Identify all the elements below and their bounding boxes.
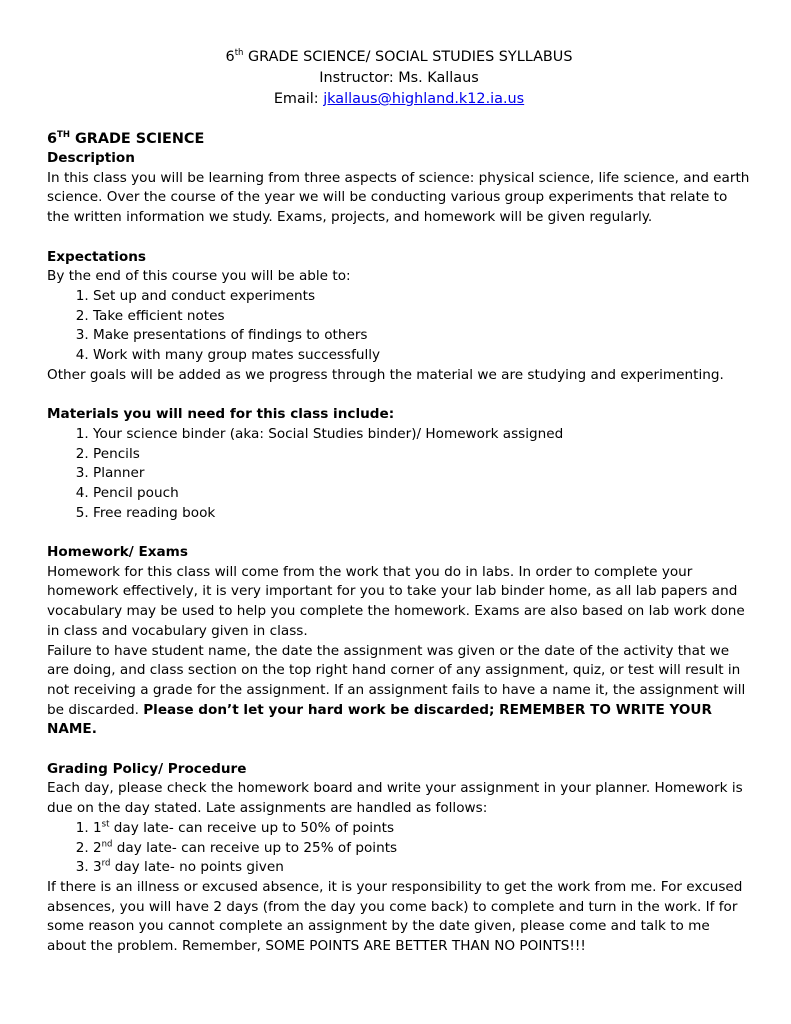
late-rule: day late- can receive up to 25% of points bbox=[112, 839, 398, 856]
list-item: 1. Your science binder (aka: Social Studies binder)/ Homework assigned bbox=[93, 425, 751, 445]
description-text: In this class you will be learning from three aspects of science: physical science, life science, and earth science. Over the course of the year we will be conducting various group experiments that relate to the written information we study. Exams, projects, and homework will be given regularly. bbox=[47, 169, 750, 226]
list-item: 3. Make presentations of findings to others bbox=[93, 326, 751, 346]
day-suffix: rd bbox=[101, 858, 111, 869]
science-section-title bbox=[47, 129, 751, 149]
science-title-number: 6 bbox=[47, 131, 58, 147]
homework-warning: Please don’t let your hard work be discarded; REMEMBER TO WRITE YOUR NAME. bbox=[47, 701, 712, 738]
day-number: 2 bbox=[93, 839, 102, 856]
expectations-heading: Expectations bbox=[47, 248, 146, 265]
email-link[interactable]: jkallaus@highland.k12.ia.us bbox=[323, 91, 525, 107]
list-item: 2. Pencils bbox=[93, 445, 751, 465]
grading-outro: If there is an illness or excused absence, it is your responsibility to get the work from me. For excused absences, you will have 2 days (from the day you come back) to complete and turn in the work. If for some reason you cannot complete an assignment by the date given, please come and talk to me about the problem. Remember, SOME POINTS ARE BETTER THAN NO POINTS!!! bbox=[47, 878, 743, 955]
late-rule: day late- can receive up to 50% of points bbox=[109, 819, 395, 836]
list-item: 4. Pencil pouch bbox=[93, 484, 751, 504]
list-item bbox=[93, 858, 751, 878]
list-item bbox=[93, 839, 751, 859]
email-label: Email: bbox=[273, 91, 324, 107]
title-number: 6 bbox=[225, 49, 235, 65]
title-text: GRADE SCIENCE/ SOCIAL STUDIES SYLLABUS bbox=[243, 49, 573, 65]
materials-heading: Materials you will need for this class include: bbox=[47, 406, 395, 423]
list-item: 2. Take efficient notes bbox=[93, 307, 751, 327]
late-policy-list bbox=[47, 819, 751, 878]
expectations-list bbox=[47, 287, 751, 366]
list-item: 4. Work with many group mates successfully bbox=[93, 346, 751, 366]
description-heading: Description bbox=[47, 150, 135, 166]
instructor-line: Instructor: Ms. Kallaus bbox=[319, 70, 479, 86]
day-suffix: st bbox=[101, 819, 110, 830]
homework-heading: Homework/ Exams bbox=[47, 544, 188, 561]
science-title-text: GRADE SCIENCE bbox=[69, 131, 205, 147]
day-number: 3 bbox=[93, 859, 102, 876]
science-title-superscript: TH bbox=[57, 130, 70, 141]
late-rule: day late- no points given bbox=[110, 859, 284, 876]
homework-paragraph-1: Homework for this class will come from the work that you do in labs. In order to complete your homework effectively, it is very important for you to take your lab binder home, as all lab papers and vocabulary may be used to help you complete the homework. Exams are also based on lab work done in class and vocabulary given in class. bbox=[47, 563, 745, 639]
document-title bbox=[47, 47, 751, 68]
document-header bbox=[47, 47, 751, 110]
list-item bbox=[93, 819, 751, 839]
list-item: 5. Free reading book bbox=[93, 504, 751, 524]
title-superscript: th bbox=[234, 48, 244, 59]
homework-paragraph-2-text: Failure to have student name, the date the assignment was given or the date of the activity that we are doing, and class section on the top right hand corner of any assignment, quiz, or test will result in not receiving a grade for the assignment. If an assignment fails to have a name it, the assignment will be discarded. bbox=[47, 642, 746, 718]
expectations-intro: By the end of this course you will be able to: bbox=[47, 268, 351, 285]
grading-heading: Grading Policy/ Procedure bbox=[47, 760, 247, 777]
list-item: 1. Set up and conduct experiments bbox=[93, 287, 751, 307]
day-number: 1 bbox=[93, 819, 102, 836]
homework-paragraph-2 bbox=[47, 642, 751, 741]
grading-intro: Each day, please check the homework board and write your assignment in your planner. Homework is due on the day stated. Late assignments are handled as follows: bbox=[47, 780, 743, 817]
email-line bbox=[47, 89, 751, 110]
expectations-outro: Other goals will be added as we progress through the material we are studying and experimenting. bbox=[47, 366, 724, 383]
list-item: 3. Planner bbox=[93, 464, 751, 484]
day-suffix: nd bbox=[101, 839, 113, 850]
materials-list bbox=[47, 425, 751, 524]
